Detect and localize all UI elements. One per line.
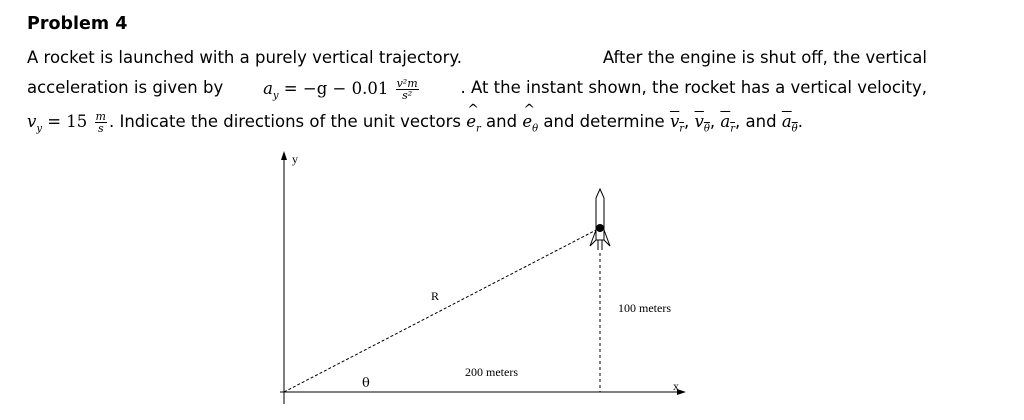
vector-ar: $a_r$	[720, 112, 736, 135]
line2-part-b: . At the instant shown, the rocket has a vertical velocity,	[460, 78, 927, 97]
problem-title: Problem 4	[27, 14, 128, 34]
vector-vtheta: $v_\theta$	[694, 112, 710, 135]
unit-vector-etheta: ^ $e_\theta$	[522, 112, 538, 134]
x-axis-label: x	[673, 379, 679, 393]
vector-vr: $v_r$	[669, 112, 685, 135]
radial-line	[284, 228, 600, 392]
acceleration-fraction: $\frac{\text{v²m}}{\text{s²}}$	[396, 77, 418, 102]
vector-atheta: $a_\theta$	[781, 112, 798, 135]
line1-part-a: A rocket is launched with a purely vertical trajectory.	[27, 48, 463, 67]
rocket-icon	[590, 189, 610, 250]
line1-part-b: After the engine is shut off, the vertical	[602, 48, 927, 67]
y-axis-label: y	[292, 152, 298, 166]
velocity-fraction: $\frac{m}{s}$	[95, 110, 106, 135]
r-label: R	[431, 289, 440, 303]
vertical-distance-label: 100 meters	[618, 301, 671, 315]
acceleration-equation: $a_y = -g - 0.01$ $\frac{\text{v²m}}{\text{s²}}$	[263, 77, 418, 102]
theta-label: θ	[362, 376, 370, 391]
horizontal-distance-label: 200 meters	[465, 365, 518, 379]
problem-text-line-3: $v_y = 15$ $\frac{m}{s}$ . Indicate the directions of the unit vectors ^ $e_r$ and ^ $e_\theta$ and determine $v_r$, $v_\theta$, $a_r$, and $a_\theta$.	[27, 111, 803, 134]
y-axis-arrow	[281, 151, 287, 160]
unit-vector-er: ^ $e_r$	[466, 112, 481, 134]
line2-part-a: acceleration is given by	[27, 78, 224, 97]
